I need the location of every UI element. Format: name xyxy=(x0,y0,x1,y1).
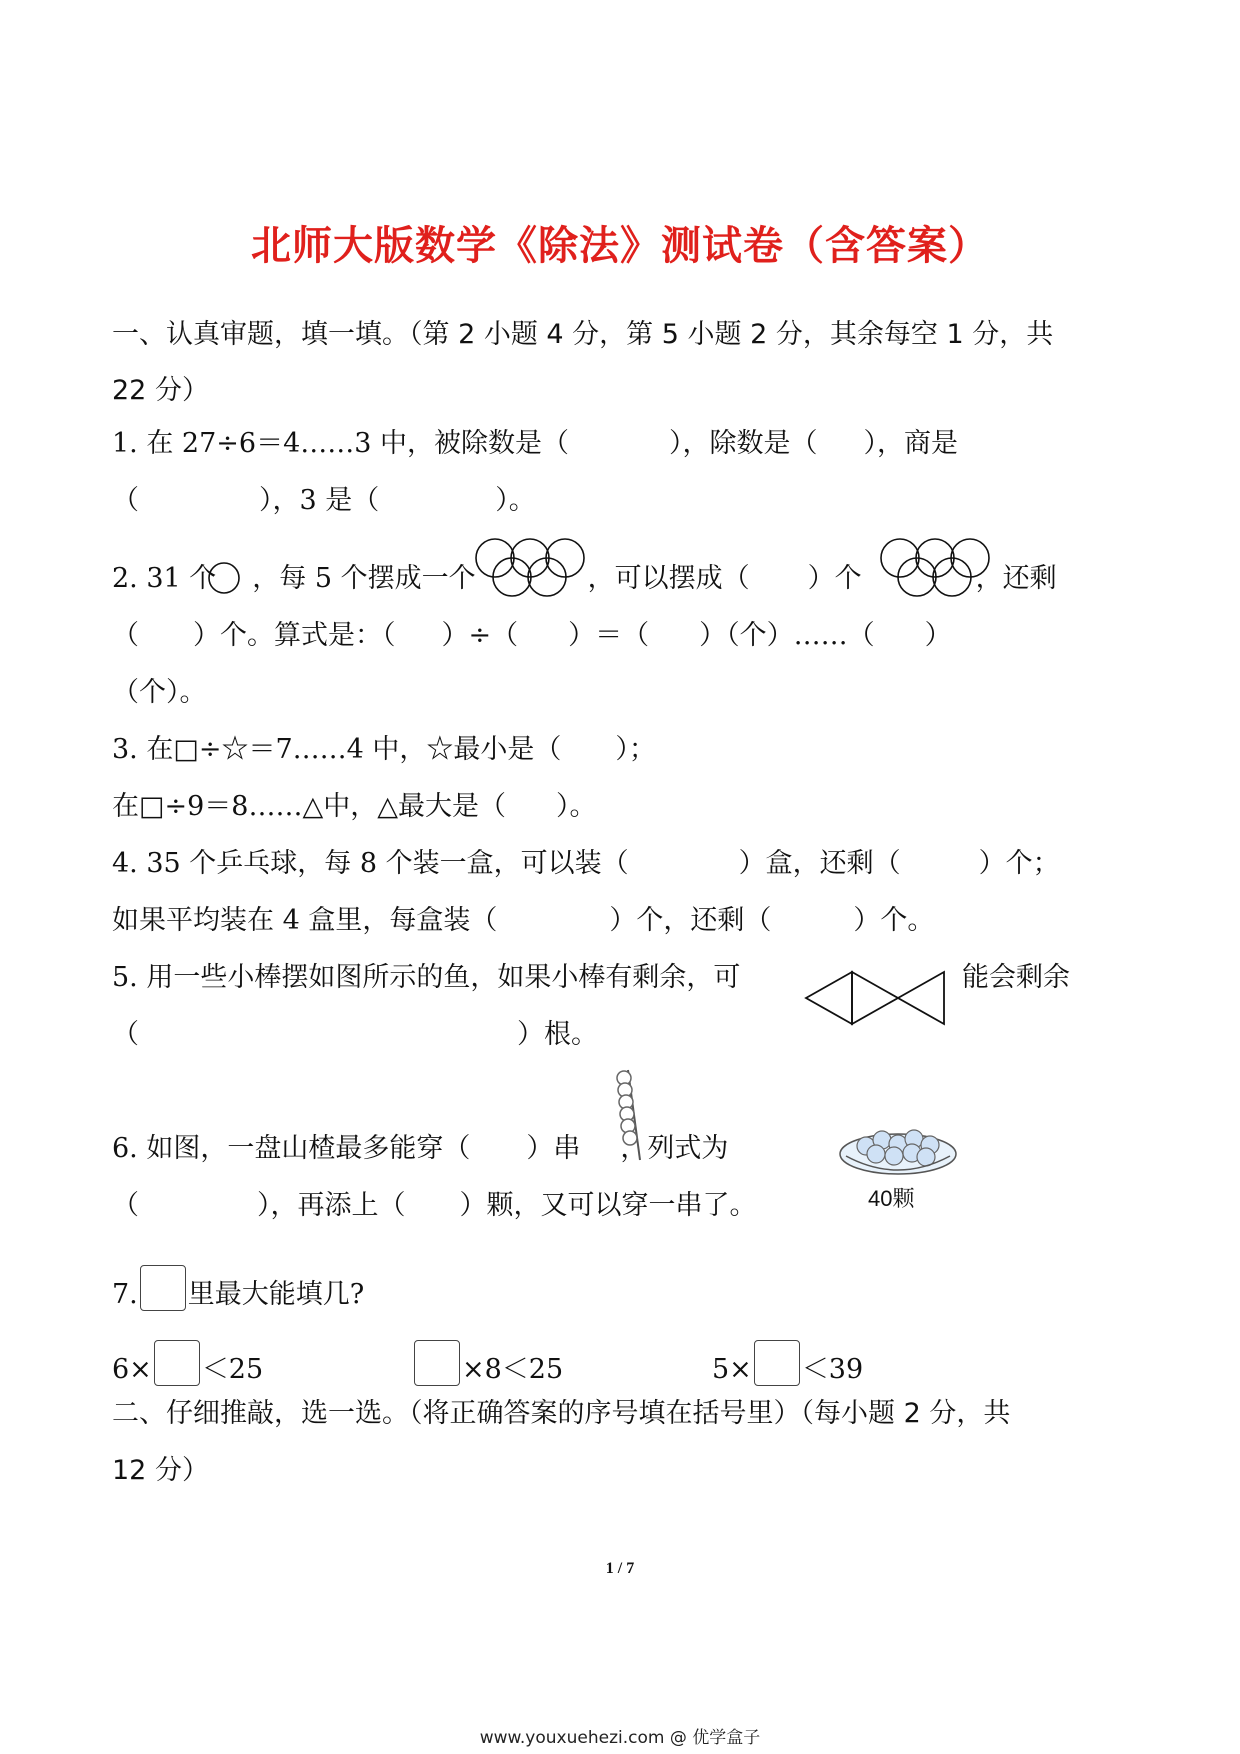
question-1-line2 xyxy=(112,484,536,518)
q1-text-a: 1. 在 27÷6＝4……3 中，被除数是（ xyxy=(112,428,570,459)
q7-expression-2 xyxy=(412,1340,563,1387)
q2-text-b: ，每 5 个摆成一个 xyxy=(252,563,476,594)
q2-text-h: ）÷（ xyxy=(441,620,519,651)
answer-box-3[interactable] xyxy=(754,1340,800,1386)
q2-text-d: ）个 xyxy=(807,563,862,594)
q4-text-a: 4. 35 个乒乓球，每 8 个装一盒，可以装（ xyxy=(112,848,629,879)
olympic-rings-icon xyxy=(472,537,588,599)
q5-text-b: 能会剩余 xyxy=(962,962,1070,993)
plate-label: 40颗 xyxy=(868,1186,915,1211)
section1-heading: 一、认真审题，填一填。（第 2 小题 4 分，第 5 小题 2 分，其余每空 1 分，共 xyxy=(112,319,1054,350)
q4-text-f: ）个。 xyxy=(853,905,935,936)
q2-text-i: ）＝（ xyxy=(568,620,650,651)
section2-heading: 二、仔细推敲，选一选。（将正确答案的序号填在括号里）（每小题 2 分，共 xyxy=(112,1398,1011,1429)
answer-box-2[interactable] xyxy=(414,1340,460,1386)
q5-text-c: （ xyxy=(112,1019,139,1050)
q2-text-a: 2. 31 个 xyxy=(112,563,217,594)
q6-text-c: ，列式为 xyxy=(620,1133,729,1164)
question-5-line2 xyxy=(112,1018,598,1052)
q7-e3-post: ＜39 xyxy=(801,1354,864,1385)
q4-text-c: ）个； xyxy=(978,848,1060,879)
q2-text-f: （ xyxy=(112,620,139,651)
q6-text-d: （ xyxy=(112,1190,139,1221)
question-6-line2 xyxy=(112,1189,757,1223)
q2-text-g: ）个。算式是：（ xyxy=(193,620,396,651)
q5-text-d: ）根。 xyxy=(517,1019,598,1050)
question-3-line1 xyxy=(112,733,656,767)
question-4-line2 xyxy=(112,904,934,938)
q3-text-a: 3. 在□÷☆＝7……4 中，☆最小是（ xyxy=(112,734,562,765)
q7-expression-1 xyxy=(112,1340,263,1387)
q7-e1-pre: 6× xyxy=(112,1354,152,1385)
q7-e2-post: ×8＜25 xyxy=(462,1354,564,1385)
q4-text-d: 如果平均装在 4 盒里，每盒装（ xyxy=(112,905,498,936)
q4-text-e: ）个，还剩（ xyxy=(609,905,772,936)
q3-text-b: ）； xyxy=(615,734,656,765)
q1-text-c: ），商是 xyxy=(863,428,959,459)
q1-text-f: ）。 xyxy=(495,485,536,516)
question-7-line1 xyxy=(112,1265,364,1312)
q1-text-d: （ xyxy=(112,485,139,516)
page-number: 1 / 7 xyxy=(605,1560,635,1577)
question-3-line2 xyxy=(112,790,597,824)
q7-text-a: 7. xyxy=(112,1279,138,1310)
answer-box-1[interactable] xyxy=(154,1340,200,1386)
q1-text-e: ），3 是（ xyxy=(259,485,380,516)
single-circle-icon xyxy=(206,560,242,596)
q2-text-c: ，可以摆成（ xyxy=(587,563,750,594)
question-5-line1 xyxy=(112,961,740,995)
q2-text-e: ，还剩 xyxy=(975,563,1057,594)
section1-heading-cont: 22 分） xyxy=(112,375,209,406)
q5-text-a: 5. 用一些小棒摆如图所示的鱼，如果小棒有剩余，可 xyxy=(112,962,741,993)
q4-text-b: ）盒，还剩（ xyxy=(738,848,901,879)
q7-e3-pre: 5× xyxy=(712,1354,752,1385)
q7-e1-post: ＜25 xyxy=(201,1354,264,1385)
question-2-line3: （个）。 xyxy=(112,677,207,708)
question-6-line1 xyxy=(112,1132,728,1166)
question-1-line1 xyxy=(112,427,958,461)
stick-fish-figure xyxy=(804,968,949,1028)
q2-text-k: ） xyxy=(924,620,952,651)
olympic-rings-icon-2 xyxy=(877,537,993,599)
q2-text-j: ）（个）……（ xyxy=(699,620,875,651)
answer-box[interactable] xyxy=(140,1265,186,1311)
q7-text-b: 里最大能填几? xyxy=(187,1279,365,1310)
q7-expression-3 xyxy=(712,1340,863,1387)
q6-text-b: ）串 xyxy=(526,1133,581,1164)
footer-watermark: www.youxuehezi.com @ 优学盒子 xyxy=(479,1728,761,1748)
hawthorn-plate-icon xyxy=(836,1120,960,1180)
q3-text-d: ）。 xyxy=(556,791,597,822)
q3-text-c: 在□÷9＝8……△中，△最大是（ xyxy=(112,791,507,822)
page-title: 北师大版数学《除法》测试卷（含答案） xyxy=(251,223,989,269)
q6-text-f: ）颗，又可以穿一串了。 xyxy=(459,1190,757,1221)
question-2-line2 xyxy=(112,619,952,653)
q1-text-b: ），除数是（ xyxy=(669,428,818,459)
question-4-line1 xyxy=(112,847,1060,881)
q6-text-e: ），再添上（ xyxy=(257,1190,406,1221)
q6-text-a: 6. 如图，一盘山楂最多能穿（ xyxy=(112,1133,471,1164)
section2-heading-cont: 12 分） xyxy=(112,1455,209,1486)
